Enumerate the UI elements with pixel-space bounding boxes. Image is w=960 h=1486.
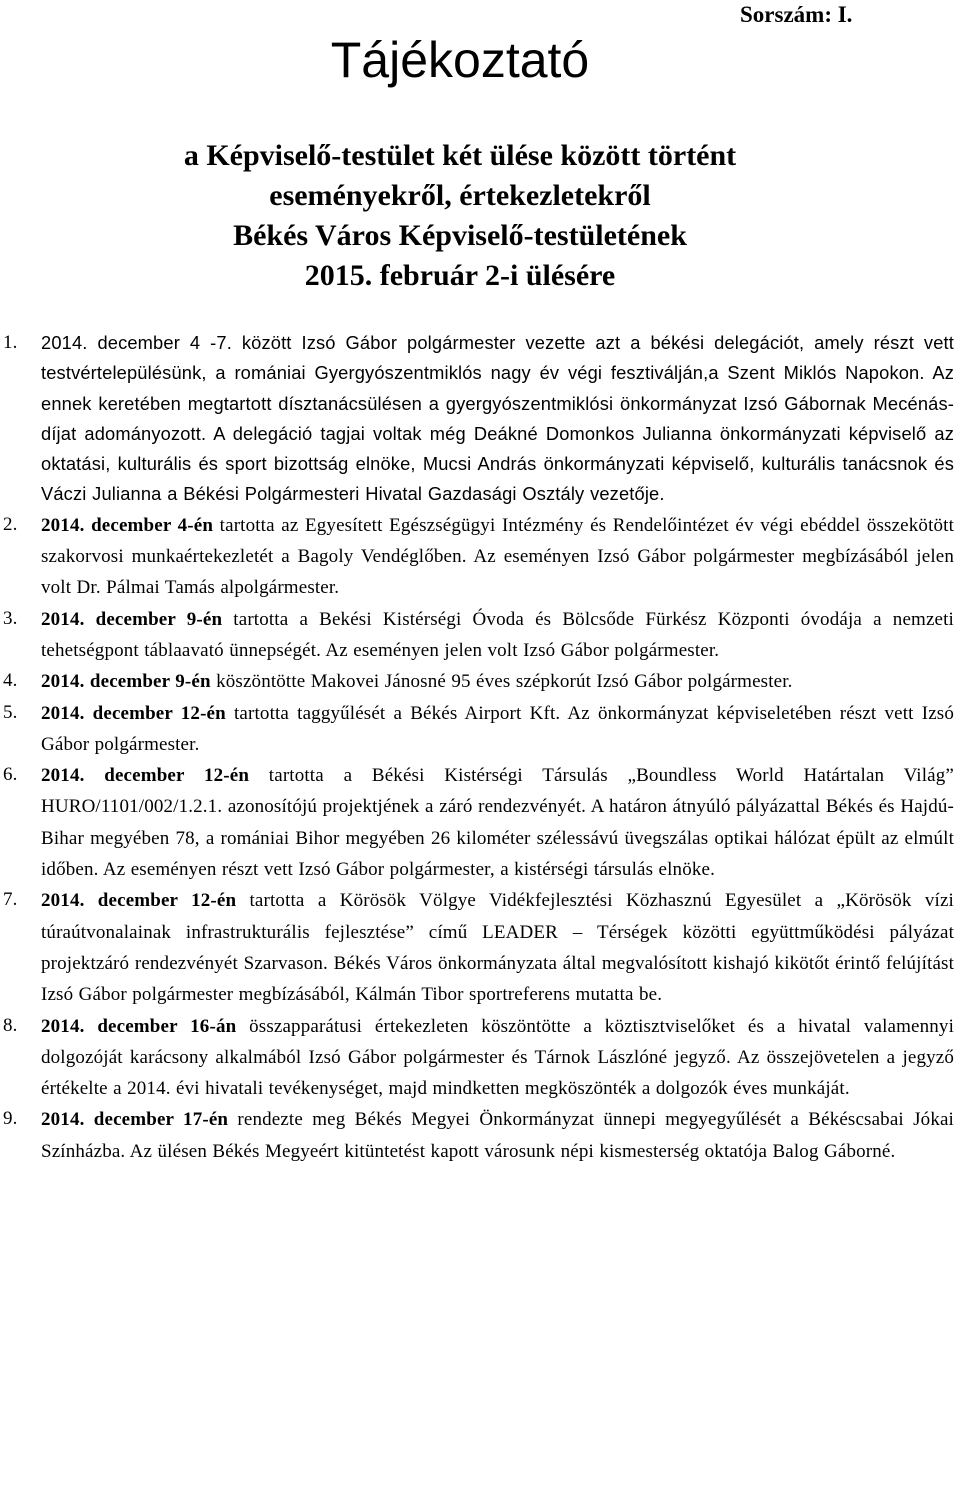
item-text: tartotta a Bekési Kistérségi Óvoda és Bölcsőde Fürkész Központi óvodája a nemzeti tehetségpont táblaavató ünnepségét. Az eseményen jelen volt Izsó Gábor polgármester.: [41, 608, 954, 661]
document-subtitle: [0, 136, 920, 296]
list-item: [0, 1011, 960, 1105]
subtitle-line: 2015. február 2-i ülésére: [304, 259, 616, 292]
item-date: 2014. december 12-én: [41, 702, 226, 724]
list-item: [0, 760, 960, 885]
list-item: [0, 328, 960, 510]
document-number: Sorszám: I.: [740, 2, 853, 27]
item-number: 8.: [3, 1014, 18, 1036]
item-text: tartotta a Körösök Völgye Vidékfejlesztési Közhasznú Egyesület a „Körösök vízi túraútvonalainak infrastrukturális fejlesztése” című LEADER – Térségek közötti együttműködési pályázat projektzáró rendezvényét Szarvason. Békés Város önkormányzata által megvalósított kishajó kikötőt érintő felújítást Izsó Gábor polgármester megbízásából, Kálmán Tibor sportreferens mutatta be.: [41, 890, 954, 1006]
subtitle-line: a Képviselő-testület két ülése között történt: [183, 139, 737, 172]
item-number: 3.: [3, 607, 18, 629]
list-item: [0, 698, 960, 761]
item-date: 2014. december 9-én: [41, 671, 211, 693]
item-number: 6.: [3, 764, 18, 786]
item-date: 2014. december 9-én: [41, 608, 223, 630]
item-text: tartotta a Békési Kistérségi Társulás „Boundless World Határtalan Világ” HURO/1101/002/1.2.1. azonosítójú projektjének a záró rendezvényét. A határon átnyúló pályázattal Békés és Hajdú-Bihar megyében 78, a romániai Bihor megyében 26 kilométer szélessávú üvegszálas optikai hálózat épült az elmúlt időben. Az eseményen részt vett Izsó Gábor polgármester, a kistérségi társulás elnöke.: [41, 765, 954, 881]
item-date: 2014. december 4 -7.: [41, 332, 232, 353]
list-item: [0, 510, 960, 604]
list-item: [0, 604, 960, 667]
document-title: Tájékoztató: [330, 32, 590, 88]
item-text: rendezte meg Békés Megyei Önkormányzat ünnepi megyegyűlését a Békéscsabai Jókai Színházba. Az ülésen Békés Megyeért kitüntetést kapott városunk népi kismesterség oktatója Balog Gáborné.: [41, 1109, 954, 1162]
item-date: 2014. december 4-én: [41, 514, 214, 536]
subtitle-line: Békés Város Képviselő-testületének: [233, 219, 687, 252]
list-item: [0, 885, 960, 1010]
item-number: 4.: [3, 670, 18, 692]
item-number: 7.: [3, 889, 18, 911]
item-date: 2014. december 12-én: [41, 765, 250, 787]
item-text: tartotta taggyűlését a Békés Airport Kft. Az önkormányzat képviseletében részt vett Izsó Gábor polgármester.: [41, 702, 954, 755]
event-list: [0, 328, 960, 1167]
item-date: 2014. december 12-én: [41, 890, 237, 912]
item-number: 1.: [3, 332, 18, 353]
item-number: 2.: [3, 513, 18, 535]
item-text: köszöntötte Makovei Jánosné 95 éves szépkorút Izsó Gábor polgármester.: [210, 671, 793, 693]
item-date: 2014. december 17-én: [41, 1109, 229, 1131]
item-number: 5.: [3, 701, 18, 723]
subtitle-line: eseményekről, értekezletekről: [269, 179, 651, 212]
item-date: 2014. december 16-án: [41, 1015, 237, 1037]
item-text: tartotta az Egyesített Egészségügyi Intézmény és Rendelőintézet év végi ebéddel összekötött szakorvosi munkaértekezletét a Bagoly Vendéglőben. Az eseményen Izsó Gábor polgármester megbízásából jelen volt Dr. Pálmai Tamás alpolgármester.: [41, 514, 954, 599]
item-number: 9.: [3, 1108, 18, 1130]
item-text: között Izsó Gábor polgármester vezette azt a békési delegációt, amely részt vett testvértelepülésünk, a romániai Gyergyószentmiklós nagy év végi fesztiválján,a Szent Miklós Napokon. Az ennek keretében megtartott dísztanácsülésen a gyergyószentmiklósi önkormányzat Izsó Gábornak Mecénás-díjat adományozott. A delegáció tagjai voltak még Deákné Domonkos Julianna önkormányzati képviselő az oktatási, kulturális és sport bizottság elnöke, Mucsi András önkormányzati képviselő, kulturális tanácsnok és Váczi Julianna a Békési Polgármesteri Hivatal Gazdasági Osztály vezetője.: [41, 332, 954, 505]
list-item: [0, 666, 960, 697]
item-text: összapparátusi értekezleten köszöntötte a köztisztviselőket és a hivatal valamennyi dolgozóját karácsony alkalmából Izsó Gábor polgármester és Tárnok Lászlóné jegyző. Az összejövetelen a jegyző értékelte a 2014. évi hivatali tevékenységet, majd mindketten megköszönték a dolgozók éves munkáját.: [41, 1015, 954, 1100]
list-item: [0, 1104, 960, 1167]
